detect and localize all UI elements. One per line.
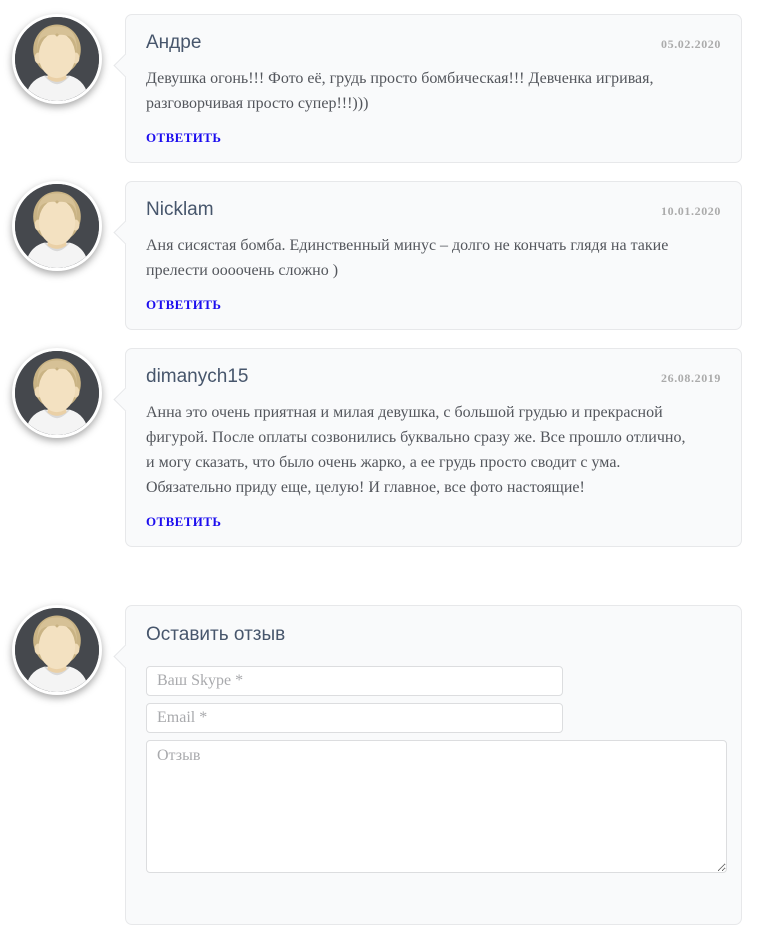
comment-header: [146, 31, 721, 55]
comment-card: [125, 181, 742, 330]
comment-date: 05.02.2020: [661, 37, 721, 51]
user-avatar-icon: [12, 605, 102, 695]
comment-card: [125, 348, 742, 547]
bubble-tail: [113, 387, 137, 411]
comment-row: [0, 14, 757, 163]
user-avatar-icon: [12, 14, 102, 104]
review-form-card: [125, 605, 742, 925]
comment-header: [146, 198, 721, 222]
comment-author: dimanych15: [146, 366, 249, 387]
comment-header: [146, 365, 721, 389]
review-form-row: [0, 605, 757, 925]
reply-link[interactable]: ОТВЕТИТЬ: [146, 514, 222, 529]
user-avatar-icon: [12, 181, 102, 271]
comment-date: 26.08.2019: [661, 371, 721, 385]
reply-link[interactable]: ОТВЕТИТЬ: [146, 297, 222, 312]
review-textarea[interactable]: [146, 740, 727, 873]
email-input[interactable]: [146, 703, 563, 733]
comment-text: Девушка огонь!!! Фото её, грудь просто бомбическая!!! Девченка игривая, разговорчивая просто супер!!!))): [146, 70, 654, 112]
comment-author: Nicklam: [146, 199, 214, 220]
bubble-tail: [113, 53, 137, 77]
comment-author: Андре: [146, 32, 202, 53]
bubble-tail: [113, 220, 137, 244]
comment-date: 10.01.2020: [661, 204, 721, 218]
skype-input[interactable]: [146, 666, 563, 696]
user-avatar-icon: [12, 348, 102, 438]
comment-row: [0, 181, 757, 330]
review-form: [146, 666, 721, 873]
comment-text: Анна это очень приятная и милая девушка, с большой грудью и прекрасной фигурой. После оплаты созвонились буквально сразу же. Все прошло отлично, и могу сказать, что было очень жарко, а ее грудь просто сводит с ума. Обязательно приду еще, целую! И главное, все фото настоящие!: [146, 404, 686, 496]
comment-row: [0, 348, 757, 547]
comment-card: [125, 14, 742, 163]
bubble-tail: [113, 644, 137, 668]
reply-link[interactable]: ОТВЕТИТЬ: [146, 130, 222, 145]
form-title: Оставить отзыв: [146, 624, 286, 645]
comment-text: Аня сисястая бомба. Единственный минус – долго не кончать глядя на такие прелести оооочень сложно ): [146, 237, 669, 279]
